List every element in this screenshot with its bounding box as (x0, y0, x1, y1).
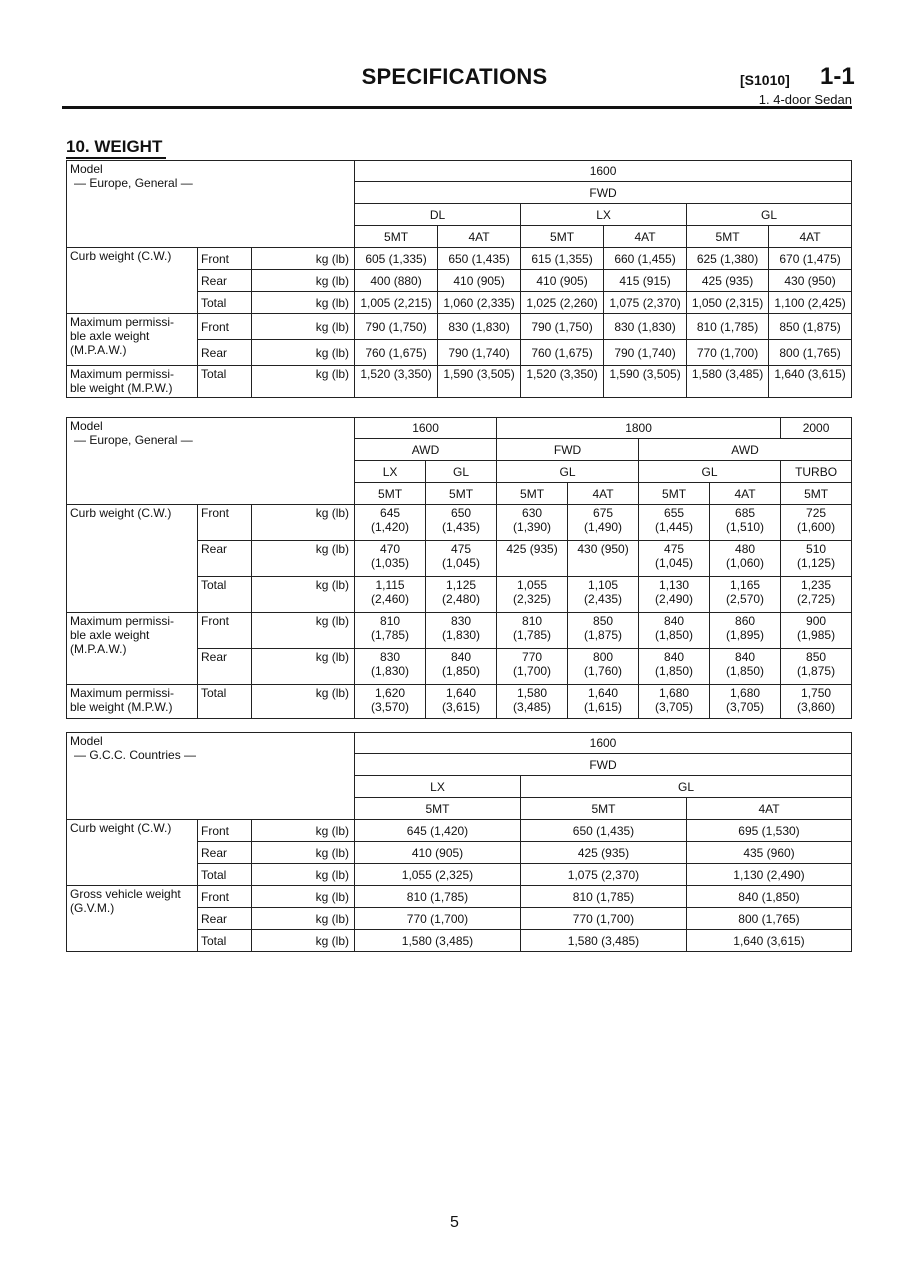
value-cell: 1,005 (2,215) (355, 292, 438, 314)
value-cell: 630 (1,390) (497, 505, 568, 541)
unit-label: kg (lb) (252, 864, 355, 886)
value-cell: 1,050 (2,315) (687, 292, 769, 314)
mpaw-label: Maximum permissi- ble axle weight (M.P.A.W.) (67, 314, 198, 366)
value-cell: 1,165 (2,570) (710, 577, 781, 613)
value-cell: 800 (1,765) (687, 908, 852, 930)
engine-cell: 2000 (781, 418, 852, 439)
value-cell: 1,075 (2,370) (521, 864, 687, 886)
value-cell: 1,125 (2,480) (426, 577, 497, 613)
page-subtitle: 1. 4-door Sedan (758, 92, 852, 107)
value-cell: 790 (1,750) (521, 314, 604, 340)
value-cell: 605 (1,335) (355, 248, 438, 270)
grade-cell: GL (426, 461, 497, 483)
value-cell: 1,105 (2,435) (568, 577, 639, 613)
value-cell: 1,130 (2,490) (687, 864, 852, 886)
value-cell: 650 (1,435) (521, 820, 687, 842)
grade-cell: GL (497, 461, 639, 483)
value-cell: 770 (1,700) (497, 649, 568, 685)
value-cell: 1,640 (3,615) (769, 366, 852, 398)
value-cell: 1,640 (1,615) (568, 685, 639, 719)
value-cell: 1,520 (3,350) (355, 366, 438, 398)
value-cell: 1,055 (2,325) (497, 577, 568, 613)
value-cell: 1,580 (3,485) (497, 685, 568, 719)
value-cell: 770 (1,700) (687, 340, 769, 366)
value-cell: 760 (1,675) (521, 340, 604, 366)
unit-label: kg (lb) (252, 613, 355, 649)
value-cell: 475 (1,045) (426, 541, 497, 577)
value-cell: 790 (1,740) (438, 340, 521, 366)
value-cell: 1,620 (3,570) (355, 685, 426, 719)
value-cell: 1,680 (3,705) (710, 685, 781, 719)
value-cell: 475 (1,045) (639, 541, 710, 577)
page-reference: 1-1 (820, 63, 855, 90)
value-cell: 400 (880) (355, 270, 438, 292)
value-cell: 850 (1,875) (781, 649, 852, 685)
grade-cell: GL (521, 776, 852, 798)
model-label: Model (70, 419, 103, 433)
grade-cell: LX (355, 776, 521, 798)
value-cell: 675 (1,490) (568, 505, 639, 541)
value-cell: 1,590 (3,505) (604, 366, 687, 398)
value-cell: 1,025 (2,260) (521, 292, 604, 314)
model-label: Model (70, 162, 103, 176)
mpw-label: Maximum permissi- ble weight (M.P.W.) (67, 366, 198, 398)
position-label: Total (198, 366, 252, 398)
header-rule (62, 106, 852, 109)
value-cell: 645 (1,420) (355, 820, 521, 842)
value-cell: 480 (1,060) (710, 541, 781, 577)
region-label: — Europe, General — (74, 176, 193, 190)
trans-cell: 4AT (604, 226, 687, 248)
trans-cell: 5MT (521, 226, 604, 248)
grade-cell: LX (355, 461, 426, 483)
position-label: Front (198, 613, 252, 649)
value-cell: 425 (935) (497, 541, 568, 577)
unit-label: kg (lb) (252, 248, 355, 270)
value-cell: 425 (935) (687, 270, 769, 292)
unit-label: kg (lb) (252, 930, 355, 952)
value-cell: 840 (1,850) (639, 613, 710, 649)
model-header-cell (67, 733, 355, 820)
value-cell: 900 (1,985) (781, 613, 852, 649)
weight-table-gcc-1600 (66, 732, 852, 952)
value-cell: 760 (1,675) (355, 340, 438, 366)
trans-cell: 5MT (521, 798, 687, 820)
value-cell: 800 (1,765) (769, 340, 852, 366)
value-cell: 410 (905) (438, 270, 521, 292)
value-cell: 810 (1,785) (355, 613, 426, 649)
position-label: Front (198, 886, 252, 908)
curb-weight-label: Curb weight (C.W.) (67, 505, 198, 613)
drive-cell: FWD (355, 182, 852, 204)
value-cell: 410 (905) (521, 270, 604, 292)
value-cell: 810 (1,785) (687, 314, 769, 340)
trans-cell: 5MT (639, 483, 710, 505)
trans-cell: 5MT (497, 483, 568, 505)
weight-table-europe-multi (66, 417, 852, 719)
engine-cell: 1800 (497, 418, 781, 439)
value-cell: 1,580 (3,485) (687, 366, 769, 398)
mpaw-label: Maximum permissi- ble axle weight (M.P.A.W.) (67, 613, 198, 685)
value-cell: 510 (1,125) (781, 541, 852, 577)
trans-cell: 4AT (769, 226, 852, 248)
trans-cell: 4AT (438, 226, 521, 248)
trans-cell: 4AT (687, 798, 852, 820)
unit-label: kg (lb) (252, 842, 355, 864)
value-cell: 1,130 (2,490) (639, 577, 710, 613)
value-cell: 1,055 (2,325) (355, 864, 521, 886)
value-cell: 725 (1,600) (781, 505, 852, 541)
value-cell: 1,640 (3,615) (687, 930, 852, 952)
value-cell: 625 (1,380) (687, 248, 769, 270)
value-cell: 810 (1,785) (497, 613, 568, 649)
drive-cell: FWD (355, 754, 852, 776)
model-header-cell (67, 161, 355, 248)
section-title: 10. WEIGHT (66, 137, 163, 156)
section-underline (66, 157, 166, 159)
value-cell: 425 (935) (521, 842, 687, 864)
grade-cell: TURBO (781, 461, 852, 483)
value-cell: 645 (1,420) (355, 505, 426, 541)
gvw-label: Gross vehicle weight (G.V.M.) (67, 886, 198, 952)
trans-cell: 4AT (568, 483, 639, 505)
position-label: Front (198, 820, 252, 842)
value-cell: 1,520 (3,350) (521, 366, 604, 398)
value-cell: 810 (1,785) (521, 886, 687, 908)
unit-label: kg (lb) (252, 886, 355, 908)
value-cell: 790 (1,740) (604, 340, 687, 366)
position-label: Rear (198, 340, 252, 366)
value-cell: 860 (1,895) (710, 613, 781, 649)
grade-cell: DL (355, 204, 521, 226)
position-label: Rear (198, 842, 252, 864)
unit-label: kg (lb) (252, 577, 355, 613)
trans-cell: 5MT (355, 798, 521, 820)
curb-weight-label: Curb weight (C.W.) (67, 248, 198, 314)
value-cell: 430 (950) (568, 541, 639, 577)
value-cell: 830 (1,830) (426, 613, 497, 649)
trans-cell: 5MT (426, 483, 497, 505)
unit-label: kg (lb) (252, 505, 355, 541)
value-cell: 790 (1,750) (355, 314, 438, 340)
value-cell: 430 (950) (769, 270, 852, 292)
unit-label: kg (lb) (252, 649, 355, 685)
unit-label: kg (lb) (252, 270, 355, 292)
region-label: — G.C.C. Countries — (74, 748, 197, 762)
unit-label: kg (lb) (252, 820, 355, 842)
unit-label: kg (lb) (252, 314, 355, 340)
value-cell: 1,580 (3,485) (355, 930, 521, 952)
value-cell: 840 (1,850) (687, 886, 852, 908)
drive-cell: AWD (355, 439, 497, 461)
value-cell: 1,680 (3,705) (639, 685, 710, 719)
value-cell: 830 (1,830) (355, 649, 426, 685)
trans-cell: 4AT (710, 483, 781, 505)
value-cell: 830 (1,830) (438, 314, 521, 340)
value-cell: 670 (1,475) (769, 248, 852, 270)
grade-cell: GL (639, 461, 781, 483)
unit-label: kg (lb) (252, 541, 355, 577)
unit-label: kg (lb) (252, 685, 355, 719)
value-cell: 850 (1,875) (769, 314, 852, 340)
value-cell: 650 (1,435) (426, 505, 497, 541)
value-cell: 1,060 (2,335) (438, 292, 521, 314)
page-number: 5 (450, 1214, 459, 1231)
value-cell: 1,075 (2,370) (604, 292, 687, 314)
section-code: [S1010] (740, 72, 790, 88)
trans-cell: 5MT (355, 483, 426, 505)
value-cell: 840 (1,850) (639, 649, 710, 685)
trans-cell: 5MT (355, 226, 438, 248)
value-cell: 850 (1,875) (568, 613, 639, 649)
drive-cell: FWD (497, 439, 639, 461)
unit-label: kg (lb) (252, 292, 355, 314)
position-label: Front (198, 314, 252, 340)
value-cell: 1,590 (3,505) (438, 366, 521, 398)
value-cell: 810 (1,785) (355, 886, 521, 908)
value-cell: 830 (1,830) (604, 314, 687, 340)
position-label: Total (198, 685, 252, 719)
position-label: Total (198, 930, 252, 952)
grade-cell: LX (521, 204, 687, 226)
position-label: Rear (198, 649, 252, 685)
position-label: Total (198, 864, 252, 886)
value-cell: 1,100 (2,425) (769, 292, 852, 314)
engine-cell: 1600 (355, 418, 497, 439)
model-label: Model (70, 734, 103, 748)
unit-label: kg (lb) (252, 340, 355, 366)
trans-cell: 5MT (687, 226, 769, 248)
value-cell: 770 (1,700) (521, 908, 687, 930)
value-cell: 695 (1,530) (687, 820, 852, 842)
mpw-label: Maximum permissi- ble weight (M.P.W.) (67, 685, 198, 719)
value-cell: 435 (960) (687, 842, 852, 864)
value-cell: 410 (905) (355, 842, 521, 864)
position-label: Total (198, 292, 252, 314)
model-header-cell (67, 418, 355, 505)
position-label: Rear (198, 908, 252, 930)
value-cell: 615 (1,355) (521, 248, 604, 270)
grade-cell: GL (687, 204, 852, 226)
position-label: Rear (198, 270, 252, 292)
drive-cell: AWD (639, 439, 852, 461)
value-cell: 650 (1,435) (438, 248, 521, 270)
unit-label: kg (lb) (252, 366, 355, 398)
engine-cell: 1600 (355, 161, 852, 182)
position-label: Rear (198, 541, 252, 577)
page-title: SPECIFICATIONS (361, 64, 548, 89)
curb-weight-label: Curb weight (C.W.) (67, 820, 198, 886)
trans-cell: 5MT (781, 483, 852, 505)
value-cell: 1,640 (3,615) (426, 685, 497, 719)
value-cell: 655 (1,445) (639, 505, 710, 541)
value-cell: 840 (1,850) (710, 649, 781, 685)
unit-label: kg (lb) (252, 908, 355, 930)
value-cell: 1,235 (2,725) (781, 577, 852, 613)
engine-cell: 1600 (355, 733, 852, 754)
position-label: Total (198, 577, 252, 613)
weight-table-europe-1600 (66, 160, 852, 398)
value-cell: 1,750 (3,860) (781, 685, 852, 719)
region-label: — Europe, General — (74, 433, 193, 447)
value-cell: 415 (915) (604, 270, 687, 292)
value-cell: 840 (1,850) (426, 649, 497, 685)
value-cell: 660 (1,455) (604, 248, 687, 270)
value-cell: 770 (1,700) (355, 908, 521, 930)
value-cell: 1,115 (2,460) (355, 577, 426, 613)
position-label: Front (198, 248, 252, 270)
value-cell: 685 (1,510) (710, 505, 781, 541)
value-cell: 800 (1,760) (568, 649, 639, 685)
value-cell: 1,580 (3,485) (521, 930, 687, 952)
value-cell: 470 (1,035) (355, 541, 426, 577)
position-label: Front (198, 505, 252, 541)
